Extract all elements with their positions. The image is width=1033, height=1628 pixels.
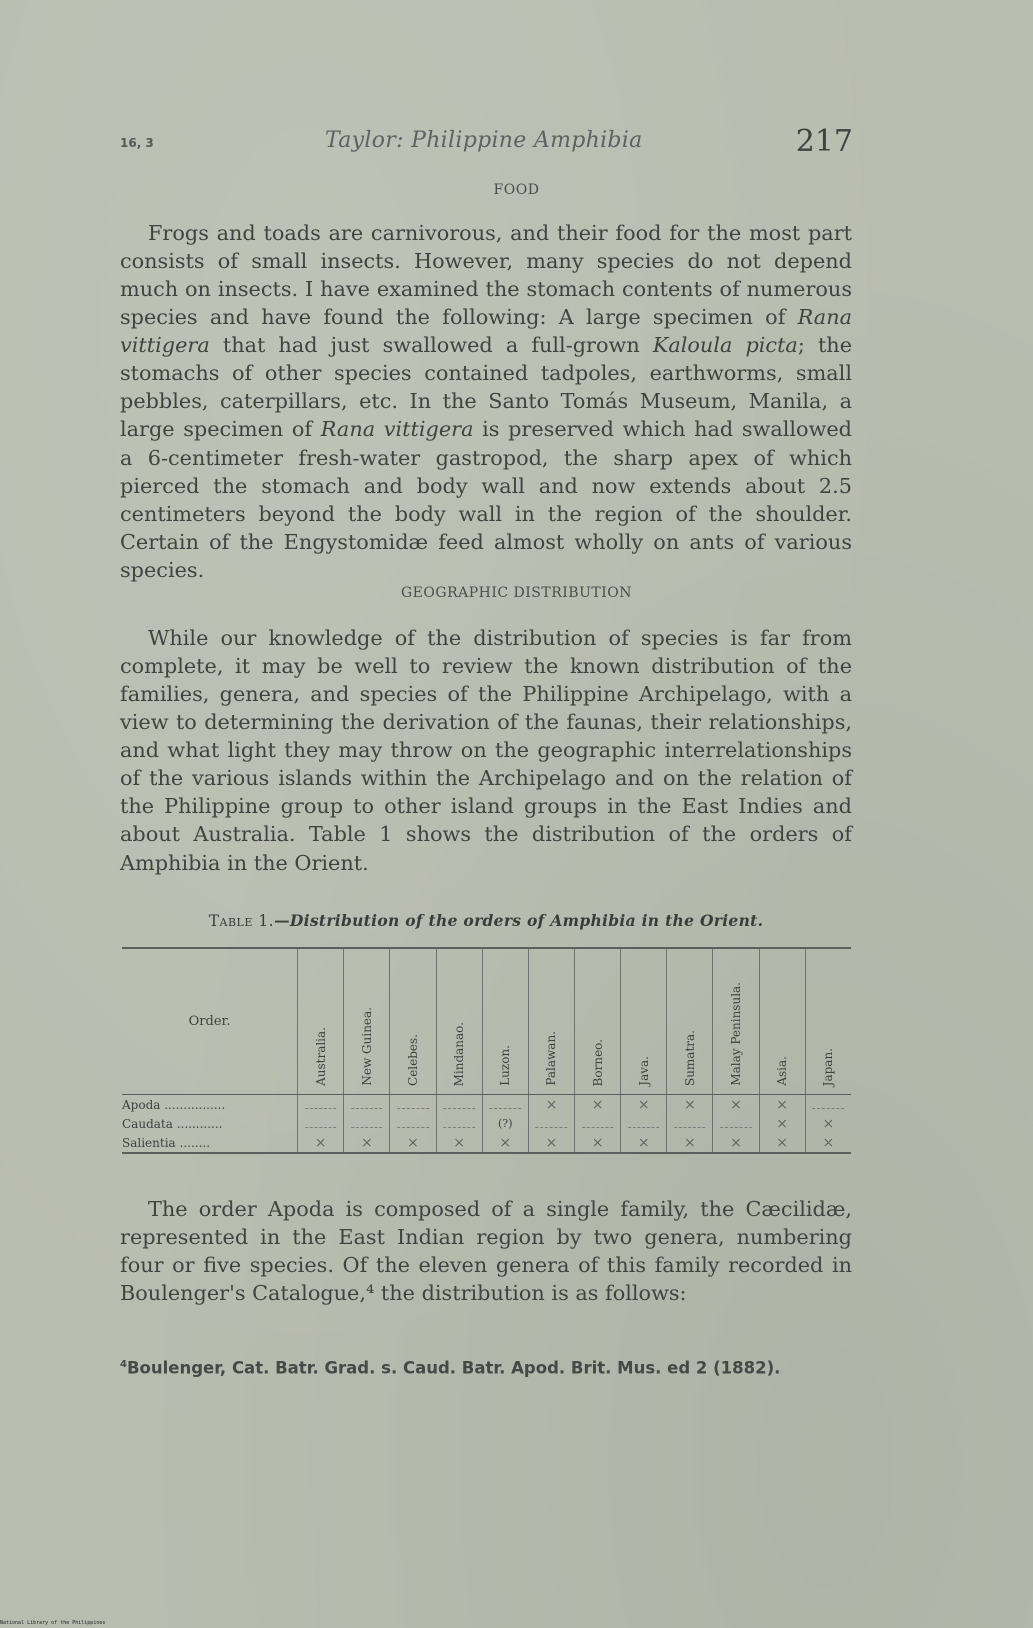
table-row bbox=[122, 1095, 851, 1115]
running-head bbox=[120, 124, 855, 164]
presence-mark: × bbox=[805, 1133, 851, 1153]
region-label: Japan. bbox=[821, 1047, 836, 1086]
presence-mark: × bbox=[344, 1133, 390, 1153]
distribution-table bbox=[122, 947, 851, 1154]
presence-mark: × bbox=[298, 1133, 344, 1153]
presence-mark: × bbox=[528, 1095, 574, 1115]
order-name-cell: Caudata ............ bbox=[122, 1116, 223, 1131]
empty-cell bbox=[575, 1114, 621, 1133]
region-column-header bbox=[713, 948, 759, 1095]
presence-mark: × bbox=[713, 1095, 759, 1115]
order-column-header: Order. bbox=[122, 948, 298, 1095]
presence-mark: × bbox=[621, 1095, 667, 1115]
section-heading-food: FOOD bbox=[493, 182, 540, 198]
closing-paragraph: The order Apoda is composed of a single family, the Cæcilidæ, represented in the East Indian region by two genera, numbering four or five species. Of the eleven genera of this family recorded in Boulenger's Catalogue,⁴ the distribution is as follows: bbox=[120, 1196, 852, 1306]
presence-mark: × bbox=[621, 1133, 667, 1153]
presence-mark: × bbox=[805, 1114, 851, 1133]
volume-number: 16, 3 bbox=[120, 136, 154, 150]
footnote-marker: 4 bbox=[120, 1359, 127, 1370]
table-caption bbox=[120, 911, 852, 930]
species-name: Kaloula picta bbox=[652, 333, 798, 358]
region-label: Mindanao. bbox=[452, 1021, 467, 1086]
empty-cell bbox=[621, 1114, 667, 1133]
order-name-cell: Apoda ................ bbox=[122, 1097, 226, 1112]
section-heading-geographic-distribution: GEOGRAPHIC DISTRIBUTION bbox=[401, 585, 632, 601]
empty-cell bbox=[298, 1095, 344, 1115]
table-row bbox=[122, 1133, 851, 1153]
empty-cell bbox=[667, 1114, 713, 1133]
presence-mark: × bbox=[575, 1095, 621, 1115]
footnote-text: Boulenger, Cat. Batr. Grad. s. Caud. Batr. Apod. Brit. Mus. ed 2 (1882). bbox=[126, 1358, 781, 1378]
uncertain-mark: (?) bbox=[482, 1114, 528, 1133]
table-row bbox=[122, 1114, 851, 1133]
table-header-row bbox=[122, 948, 851, 1095]
presence-mark: × bbox=[390, 1133, 436, 1153]
empty-cell bbox=[390, 1095, 436, 1115]
region-label: Asia. bbox=[775, 1056, 790, 1086]
region-column-header bbox=[436, 948, 482, 1095]
region-label: Java. bbox=[636, 1056, 651, 1086]
empty-cell bbox=[713, 1114, 759, 1133]
footnote bbox=[120, 1353, 855, 1381]
species-name: Rana vittigera bbox=[320, 417, 474, 442]
table-caption-label: Table 1. bbox=[208, 912, 275, 930]
region-label: Borneo. bbox=[590, 1038, 605, 1086]
region-column-header bbox=[759, 948, 805, 1095]
presence-mark: × bbox=[575, 1133, 621, 1153]
region-label: Australia. bbox=[313, 1027, 328, 1086]
region-label: Malay Peninsula. bbox=[729, 982, 743, 1086]
library-imprint: National Library of the Philippines bbox=[0, 1620, 106, 1626]
region-label: New Guinea. bbox=[359, 1007, 374, 1086]
running-title: Taylor: Philippine Amphibia bbox=[325, 128, 643, 153]
empty-cell bbox=[344, 1095, 390, 1115]
presence-mark: × bbox=[759, 1095, 805, 1115]
presence-mark: × bbox=[528, 1133, 574, 1153]
presence-mark: × bbox=[436, 1133, 482, 1153]
empty-cell bbox=[482, 1095, 528, 1115]
presence-mark: × bbox=[759, 1133, 805, 1153]
region-label: Palawan. bbox=[544, 1031, 559, 1086]
table-caption-text: —Distribution of the orders of Amphibia in the Orient. bbox=[274, 911, 764, 930]
region-column-header bbox=[298, 948, 344, 1095]
presence-mark: × bbox=[713, 1133, 759, 1153]
presence-mark: × bbox=[667, 1133, 713, 1153]
order-name-cell: Salientia ........ bbox=[122, 1133, 298, 1153]
region-label: Celebes. bbox=[405, 1034, 420, 1086]
geographic-distribution-paragraph: While our knowledge of the distribution of species is far from complete, it may be well to review the known distribution of the families, genera, and species of the Philippine Archipelago, with a view to determining the derivation of the faunas, their relationships, and what light they may throw on the geographic interrelationships of the various islands within the Archipelago and on the relation of the Philippine group to other island groups in the East Indies and about Australia. Table 1 shows the distribution of the orders of Amphibia in the Orient. bbox=[120, 625, 852, 875]
region-column-header bbox=[575, 948, 621, 1095]
region-column-header bbox=[344, 948, 390, 1095]
species-name: Rana vittigera bbox=[120, 305, 852, 358]
food-paragraph: Frogs and toads are carnivorous, and their food for the most part consists of small insects. However, many species do not depend much on insects. I have examined the stomach contents of numerous species and have found the following: A large specimen of Rana vittigera that had just swallowed a full-grown Kaloula picta; the stomachs of other species contained tadpoles, earthworms, small pebbles, caterpillars, etc. In the Santo Tomás Museum, Manila, a large specimen of Rana vittigera is preserved which had swallowed a 6-centimeter fresh-water gastropod, the sharp apex of which pierced the stomach and body wall and now extends about 2.5 centimeters beyond the body wall in the region of the shoulder. Certain of the Engystomidæ feed almost wholly on ants of various species. bbox=[120, 220, 853, 582]
region-column-header bbox=[390, 948, 436, 1095]
region-label: Sumatra. bbox=[682, 1029, 697, 1086]
presence-mark: × bbox=[667, 1095, 713, 1115]
empty-cell bbox=[436, 1114, 482, 1133]
region-column-header bbox=[621, 948, 667, 1095]
empty-cell bbox=[298, 1114, 344, 1133]
presence-mark: × bbox=[482, 1133, 528, 1153]
empty-cell bbox=[344, 1114, 390, 1133]
empty-cell bbox=[390, 1114, 436, 1133]
empty-cell bbox=[805, 1095, 851, 1115]
empty-cell bbox=[436, 1095, 482, 1115]
region-label: Luzon. bbox=[498, 1045, 513, 1086]
region-column-header bbox=[528, 948, 574, 1095]
presence-mark: × bbox=[759, 1114, 805, 1133]
region-column-header bbox=[805, 948, 851, 1095]
empty-cell bbox=[528, 1114, 574, 1133]
page-number: 217 bbox=[795, 124, 853, 159]
region-column-header bbox=[482, 948, 528, 1095]
region-column-header bbox=[667, 948, 713, 1095]
